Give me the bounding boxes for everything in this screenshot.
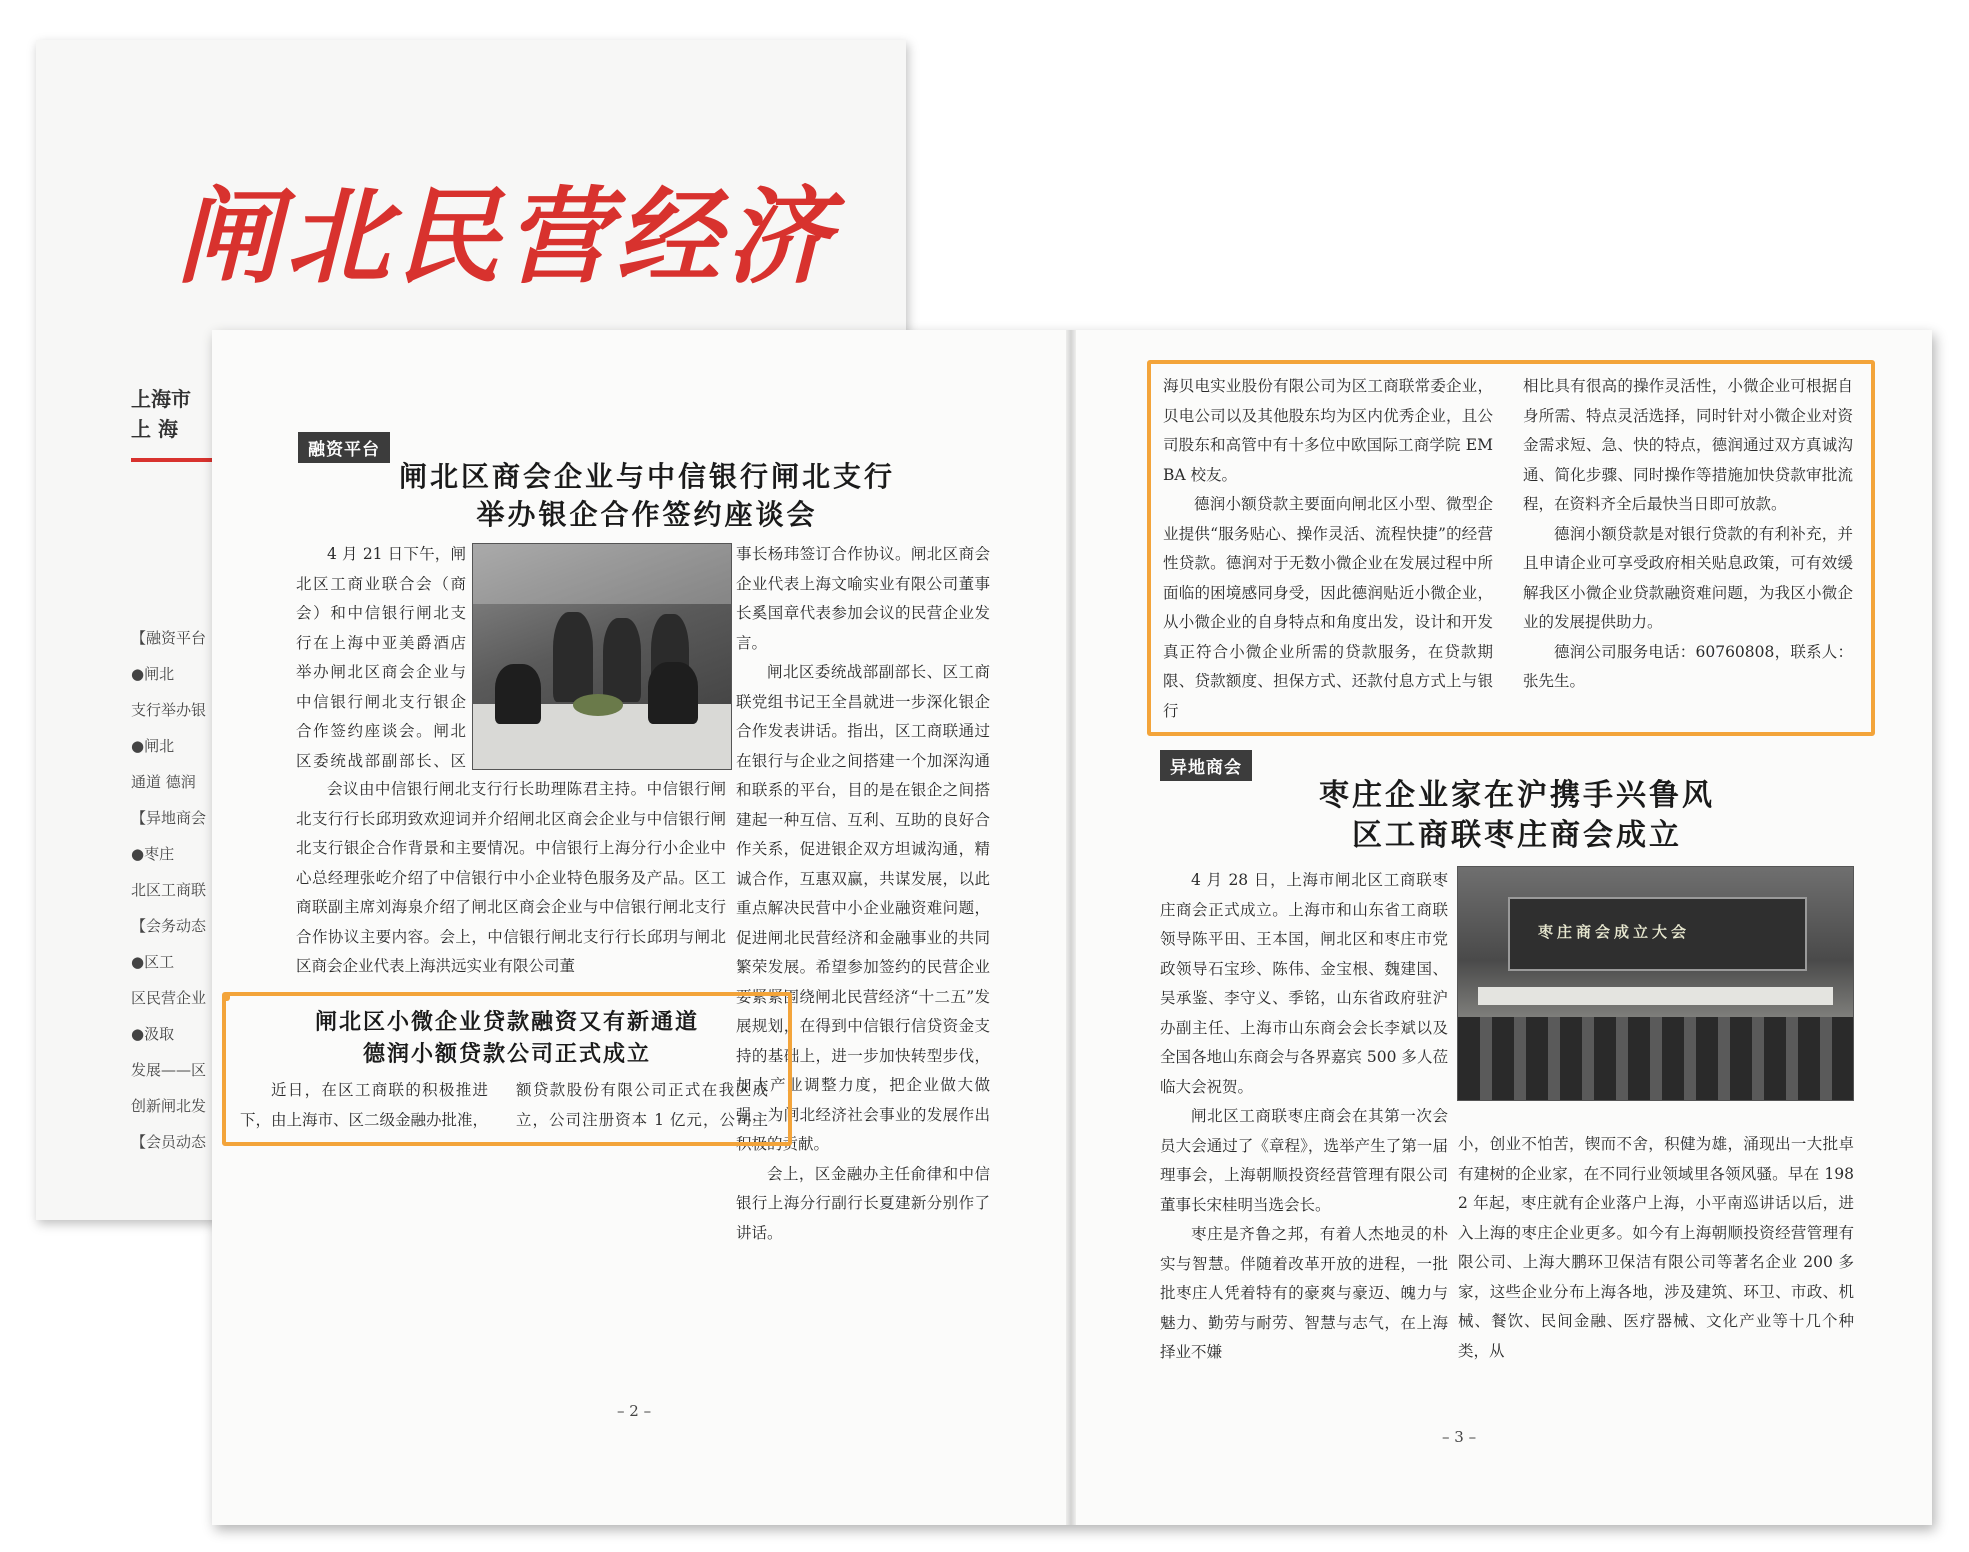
paragraph: 相比具有很高的操作灵活性，小微企业可根据自身所需、特点灵活选择，同时针对小微企业对资金需求短、急、快的特点，德润通过双方真诚沟通、简化步骤、同时操作等措施加快贷款审批流程，在资料齐全后最快当日即可放款。 bbox=[1523, 377, 1853, 513]
headline-line: 德润小额贷款公司正式成立 bbox=[362, 1041, 651, 1067]
paragraph: 额贷款股份有限公司正式在我区成立，公司注册资本 1 亿元，公司主 bbox=[516, 1081, 768, 1129]
photo-head-table bbox=[1478, 987, 1833, 1005]
paragraph: 4 月 28 日，上海市闸北区工商联枣庄商会正式成立。上海市和山东省工商联领导陈平田、王本国，闸北区和枣庄市党政领导石宝珍、陈伟、金宝根、魏建国、吴承鉴、李守义、季铭，山东省政府驻沪办副主任、上海市山东商会会长李斌以及全国各地山东商会与各界嘉宾 500 多人莅临大会祝贺。 bbox=[1160, 871, 1448, 1096]
page-number-left: – 2 – bbox=[617, 1402, 652, 1420]
publisher-line-1: 上海市 bbox=[131, 387, 191, 411]
toc-item: ●闸北 bbox=[131, 665, 175, 683]
masthead-title: 闸北民营经济 bbox=[176, 175, 837, 298]
photo-person bbox=[553, 612, 593, 702]
article-2-column-a bbox=[240, 1076, 488, 1138]
paragraph: 闸北区工商联枣庄商会在其第一次会员大会通过了《章程》，选举产生了第一届理事会，上海朝顺投资经营管理有限公司董事长宋桂明当选会长。 bbox=[1160, 1107, 1448, 1214]
paragraph: 德润小额贷款是对银行贷款的有利补充，并且申请企业可享受政府相关贴息政策，可有效缓解我区小微企业贷款融资难问题，为我区小微企业的发展提供助力。 bbox=[1523, 524, 1853, 631]
toc-item: ●区工 bbox=[131, 953, 175, 971]
article-headline-2 bbox=[226, 1006, 788, 1070]
magazine-spread bbox=[212, 330, 1932, 1525]
paragraph: 小，创业不怕苦，锲而不舍，积健为雄，涌现出一大批卓有建树的企业家，在不同行业领域里各领风骚。早在 1982 年起，枣庄就有企业落户上海，小平南巡讲话以后，进入上海的枣庄企业更多。如今有上海朝顺投资经营管理有限公司、上海大鹏环卫保洁有限公司等著名企业 200 多家，这些企业分布上海各地，涉及建筑、环卫、市政、机械、餐饮、民间金融、医疗器械、文化产业等十几个种类，从 bbox=[1458, 1135, 1854, 1360]
paragraph: 会议由中信银行闸北支行行长助理陈君主持。中信银行闸北支行行长邱玥致欢迎词并介绍闸北区商会企业与中信银行闸北支行银企合作背景和主要情况。中信银行上海分行小企业中心总经理张屹介绍了中信银行中小企业特色服务及产品。区工商联副主席刘海泉介绍了闸北区商会企业与中信银行闸北支行合作协议主要内容。会上，中信银行闸北支行行长邱玥与闸北区商会企业代表上海洪远实业有限公司董 bbox=[296, 780, 726, 975]
paragraph: 海贝电实业股份有限公司为区工商联常委企业，贝电公司以及其他股东均为区内优秀企业，且公司股东和高管中有十多位中欧国际工商学院 EMBA 校友。 bbox=[1163, 377, 1493, 484]
headline-line: 闸北区商会企业与中信银行闸北支行 bbox=[398, 460, 895, 493]
section-tag-chamber: 异地商会 bbox=[1160, 750, 1252, 781]
article-1-column-a-top bbox=[296, 540, 466, 775]
article-2-column-c bbox=[1163, 372, 1493, 724]
toc-item: ●汲取 bbox=[131, 1025, 175, 1043]
toc-item: 通道 德润 bbox=[131, 773, 196, 791]
toc-item: 发展——区 bbox=[131, 1061, 207, 1079]
photo-audience bbox=[1458, 1017, 1853, 1100]
headline-line: 闸北区小微企业贷款融资又有新通道 bbox=[314, 1009, 699, 1035]
headline-line: 枣庄企业家在沪携手兴鲁风 bbox=[1319, 778, 1715, 813]
toc-item: 支行举办银 bbox=[131, 701, 207, 719]
article-3-column-b bbox=[1458, 1130, 1854, 1392]
headline-line: 区工商联枣庄商会成立 bbox=[1352, 818, 1682, 853]
page-fold bbox=[1066, 330, 1076, 1525]
toc-item: ●闸北 bbox=[131, 737, 175, 755]
publisher-line-2: 上 海 bbox=[131, 417, 178, 441]
signing-photo bbox=[472, 543, 732, 770]
toc-item: ●枣庄 bbox=[131, 845, 175, 863]
section-tag-financing: 融资平台 bbox=[298, 432, 390, 463]
article-headline-3 bbox=[1157, 776, 1877, 856]
paragraph: 事长杨玮签订合作协议。闸北区商会企业代表上海文喻实业有限公司董事长奚国章代表参加会议的民营企业发言。 bbox=[736, 545, 990, 652]
article-3-column-a bbox=[1160, 866, 1448, 1391]
toc-item: 区民营企业 bbox=[131, 989, 207, 1007]
page-number-right: – 3 – bbox=[1442, 1428, 1477, 1446]
photo-backdrop bbox=[473, 544, 731, 604]
toc-item: 【会务动态 bbox=[131, 917, 207, 935]
toc-item: 创新闸北发 bbox=[131, 1097, 207, 1115]
paragraph: 4 月 21 日下午，闸北区工商业联合会（商会）和中信银行闸北支行在上海中亚美爵酒店举办闸北区商会企业与中信银行闸北支行银企合作签约座谈会。闸北区委统战部副部长、区 bbox=[296, 545, 466, 770]
paragraph: 德润小额贷款主要面向闸北区小型、微型企业提供“服务贴心、操作灵活、流程快捷”的经营性贷款。德润对于无数小微企业在发展过程中所面临的困境感同身受，因此德润贴近小微企业，从小微企业的自身特点和角度出发，设计和开发真正符合小微企业所需的贷款服务，在贷款期限、贷款额度、担保方式、还款付息方式上与银行 bbox=[1163, 495, 1493, 720]
photo-person-signing bbox=[648, 662, 698, 724]
toc-item: 【融资平台 bbox=[131, 629, 207, 647]
headline-line: 举办银企合作签约座谈会 bbox=[476, 498, 818, 531]
paragraph: 近日，在区工商联的积极推进下，由上海市、区二级金融办批准， bbox=[240, 1081, 488, 1129]
article-headline-1 bbox=[302, 458, 992, 534]
toc-item: 【异地商会 bbox=[131, 809, 207, 827]
article-2-column-d bbox=[1523, 372, 1853, 724]
photo-banner-text: 枣庄商会成立大会 bbox=[1538, 923, 1691, 941]
highlight-box-left bbox=[222, 992, 792, 1146]
paragraph: 德润公司服务电话：60760808，联系人：张先生。 bbox=[1523, 642, 1853, 690]
article-2-column-b bbox=[516, 1076, 768, 1138]
photo-flowers bbox=[573, 694, 623, 716]
toc-item: 北区工商联 bbox=[131, 881, 207, 899]
photo-person bbox=[603, 618, 641, 702]
photo-person-signing bbox=[495, 664, 541, 724]
paragraph: 会上，区金融办主任俞律和中信银行上海分行副行长夏建新分别作了讲话。 bbox=[736, 1164, 990, 1242]
paragraph: 枣庄是齐鲁之邦，有着人杰地灵的朴实与智慧。伴随着改革开放的进程，一批批枣庄人凭着特有的豪爽与豪迈、魄力与魅力、勤劳与耐劳、智慧与志气，在上海择业不嫌 bbox=[1160, 1225, 1448, 1361]
toc-item: 【会员动态 bbox=[131, 1133, 207, 1151]
paragraph: 闸北区委统战部副部长、区工商联党组书记王全昌就进一步深化银企合作发表讲话。指出，区工商联通过在银行与企业之间搭建一个加深沟通和联系的平台，目的是在银企之间搭建起一种互信、互利、互助的良好合作关系，促进银企双方坦诚沟通，精诚合作，互惠双赢，共谋发展，以此重点解决民营中小企业融资难问题，促进闸北民营经济和金融事业的共同繁荣发展。希望参加签约的民营企业要紧紧围绕闸北民营经济“十二五”发展规划，在得到中信银行信贷资金支持的基础上，进一步加快转型步伐，加大产业调整力度，把企业做大做强，为闸北经济社会事业的发展作出积极的贡献。 bbox=[736, 663, 990, 1153]
article-1-column-b bbox=[736, 540, 990, 1310]
highlight-box-right bbox=[1147, 360, 1875, 736]
meeting-photo bbox=[1457, 866, 1854, 1101]
